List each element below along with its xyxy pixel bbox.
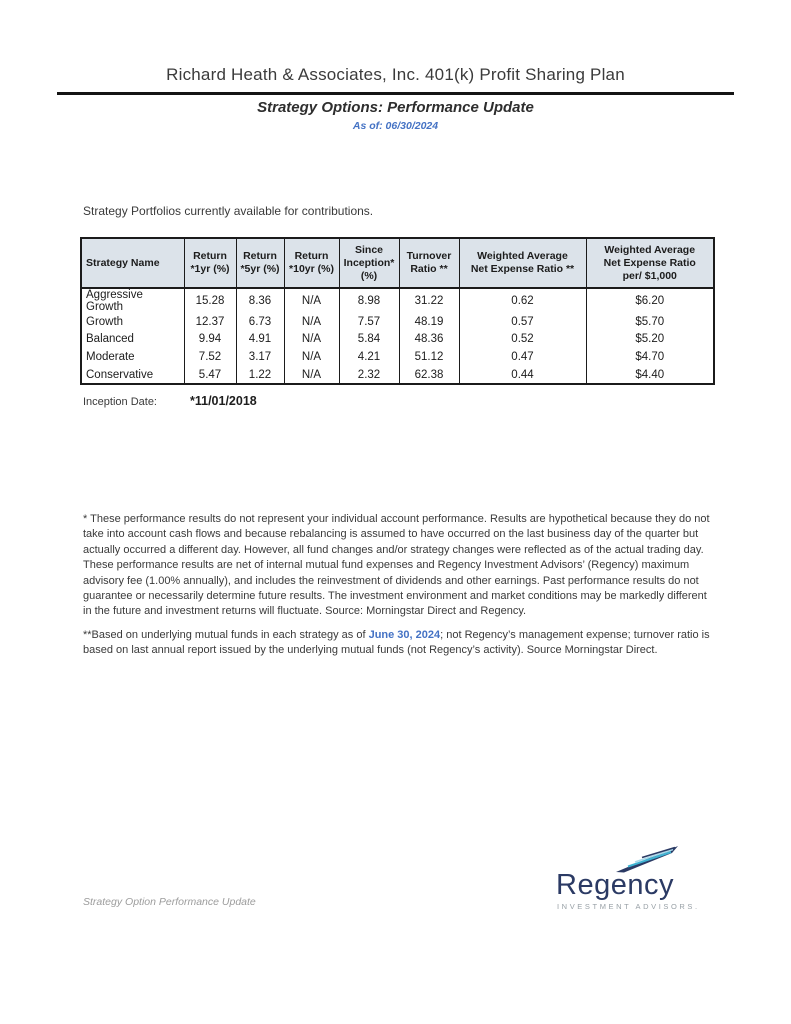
turnover-ratio-cell: 51.12 <box>399 348 459 366</box>
col-header-label: Net Expense Ratio <box>603 256 696 269</box>
col-header-label: Inception* (%) <box>343 256 395 282</box>
col-header-label: Turnover <box>406 250 452 262</box>
table-row <box>81 348 714 366</box>
col-header-since-inception <box>339 238 399 288</box>
col-header-label: Return <box>243 250 277 262</box>
return-1yr-cell: 7.52 <box>184 348 236 366</box>
inception-date-label: Inception Date: <box>83 396 157 408</box>
since-inception-cell: 7.57 <box>339 313 399 331</box>
col-header-turnover-ratio <box>399 238 459 288</box>
expense-per-1000-cell: $5.70 <box>586 313 714 331</box>
col-header-label: *10yr (%) <box>289 263 334 275</box>
col-header-label: Return <box>193 250 227 262</box>
return-1yr-cell: 5.47 <box>184 366 236 385</box>
col-header-label: per/ $1,000 <box>622 269 677 282</box>
strategy-name-cell: Balanced <box>81 331 184 349</box>
turnover-ratio-cell: 48.19 <box>399 313 459 331</box>
return-1yr-cell: 15.28 <box>184 288 236 313</box>
footer-document-label: Strategy Option Performance Update <box>83 896 256 908</box>
col-header-label: Weighted Average <box>604 243 696 256</box>
table-row <box>81 366 714 385</box>
col-header-return-5yr <box>236 238 284 288</box>
since-inception-cell: 5.84 <box>339 331 399 349</box>
since-inception-cell: 4.21 <box>339 348 399 366</box>
strategy-name-cell: Moderate <box>81 348 184 366</box>
turnover-ratio-cell: 31.22 <box>399 288 459 313</box>
return-10yr-cell: N/A <box>284 331 339 349</box>
as-of-date: As of: 06/30/2024 <box>352 120 439 132</box>
strategy-name-cell: Conservative <box>81 366 184 385</box>
title-divider <box>57 92 734 95</box>
expense-per-1000-cell: $4.40 <box>586 366 714 385</box>
page-subtitle: Strategy Options: Performance Update <box>257 99 534 116</box>
disclaimer-paragraph-2 <box>83 628 715 659</box>
since-inception-cell: 8.98 <box>339 288 399 313</box>
col-header-label: Return <box>294 250 329 262</box>
col-header-weighted-avg-expense <box>459 238 586 288</box>
col-header-return-10yr <box>284 238 339 288</box>
return-5yr-cell: 3.17 <box>236 348 284 366</box>
page-title: Richard Heath & Associates, Inc. 401(k) Profit Sharing Plan <box>166 65 625 84</box>
weighted-avg-expense-cell: 0.62 <box>459 288 586 313</box>
col-header-label: Strategy Name <box>86 256 160 269</box>
col-header-weighted-avg-per-1000 <box>586 238 714 288</box>
return-5yr-cell: 8.36 <box>236 288 284 313</box>
col-header-label: Net Expense Ratio ** <box>470 263 575 275</box>
inception-date-value: *11/01/2018 <box>190 394 257 408</box>
strategy-name-cell: Aggressive Growth <box>81 288 184 313</box>
col-header-strategy-name <box>81 238 184 288</box>
table-header-row <box>81 238 714 288</box>
disclaimer-2-text: ; not Regency’s management expense; turnover ratio is based on last annual report issued by the underlying mutual funds (not Regency’s activity). Source Morningstar Direct. <box>83 629 710 657</box>
logo-wordmark: Regency <box>556 869 674 901</box>
expense-per-1000-cell: $4.70 <box>586 348 714 366</box>
return-10yr-cell: N/A <box>284 366 339 385</box>
performance-table <box>80 237 715 385</box>
weighted-avg-expense-cell: 0.44 <box>459 366 586 385</box>
return-1yr-cell: 12.37 <box>184 313 236 331</box>
disclaimer-paragraph-1: * These performance results do not represent your individual account performance. Results are hypothetical because they do not take into account cash flows and because rebalancing is assumed to have occurred on the last business day of the quarter but actually occurred a different day. However, all fund changes and/or strategy changes were reflected as of the actual trading day. These performance results are net of internal mutual fund expenses and Regency Investment Advisors’ (Regency) maximum advisory fee (1.00% annually), and includes the reinvestment of dividends and other earnings. Past performance results do not guarantee or necessarily determine future results. The investment environment and market conditions may be markedly different in the future and investment returns will fluctuate. Source: Morningstar Direct and Regency. <box>83 513 710 618</box>
turnover-ratio-cell: 48.36 <box>399 331 459 349</box>
weighted-avg-expense-cell: 0.57 <box>459 313 586 331</box>
col-header-label: *5yr (%) <box>240 263 280 275</box>
col-header-return-1yr <box>184 238 236 288</box>
col-header-label: Since <box>354 243 383 256</box>
weighted-avg-expense-cell: 0.47 <box>459 348 586 366</box>
disclaimer-2-text: **Based on underlying mutual funds in each strategy as of <box>83 629 369 641</box>
intro-text: Strategy Portfolios currently available for contributions. <box>83 204 374 218</box>
return-10yr-cell: N/A <box>284 313 339 331</box>
return-1yr-cell: 9.94 <box>184 331 236 349</box>
since-inception-cell: 2.32 <box>339 366 399 385</box>
table-row <box>81 313 714 331</box>
logo-tagline: INVESTMENT ADVISORS. <box>557 902 700 911</box>
col-header-label: Weighted Average <box>477 250 568 262</box>
col-header-label: Ratio ** <box>410 263 448 275</box>
table-row <box>81 288 714 313</box>
col-header-label: *1yr (%) <box>190 263 230 275</box>
strategy-name-cell: Growth <box>81 313 184 331</box>
return-10yr-cell: N/A <box>284 288 339 313</box>
weighted-avg-expense-cell: 0.52 <box>459 331 586 349</box>
expense-per-1000-cell: $5.20 <box>586 331 714 349</box>
return-5yr-cell: 1.22 <box>236 366 284 385</box>
expense-per-1000-cell: $6.20 <box>586 288 714 313</box>
return-5yr-cell: 4.91 <box>236 331 284 349</box>
disclaimer-2-date: June 30, 2024 <box>368 629 441 641</box>
table-row <box>81 331 714 349</box>
return-10yr-cell: N/A <box>284 348 339 366</box>
inception-date-row <box>83 394 257 408</box>
regency-logo <box>552 842 722 917</box>
turnover-ratio-cell: 62.38 <box>399 366 459 385</box>
return-5yr-cell: 6.73 <box>236 313 284 331</box>
